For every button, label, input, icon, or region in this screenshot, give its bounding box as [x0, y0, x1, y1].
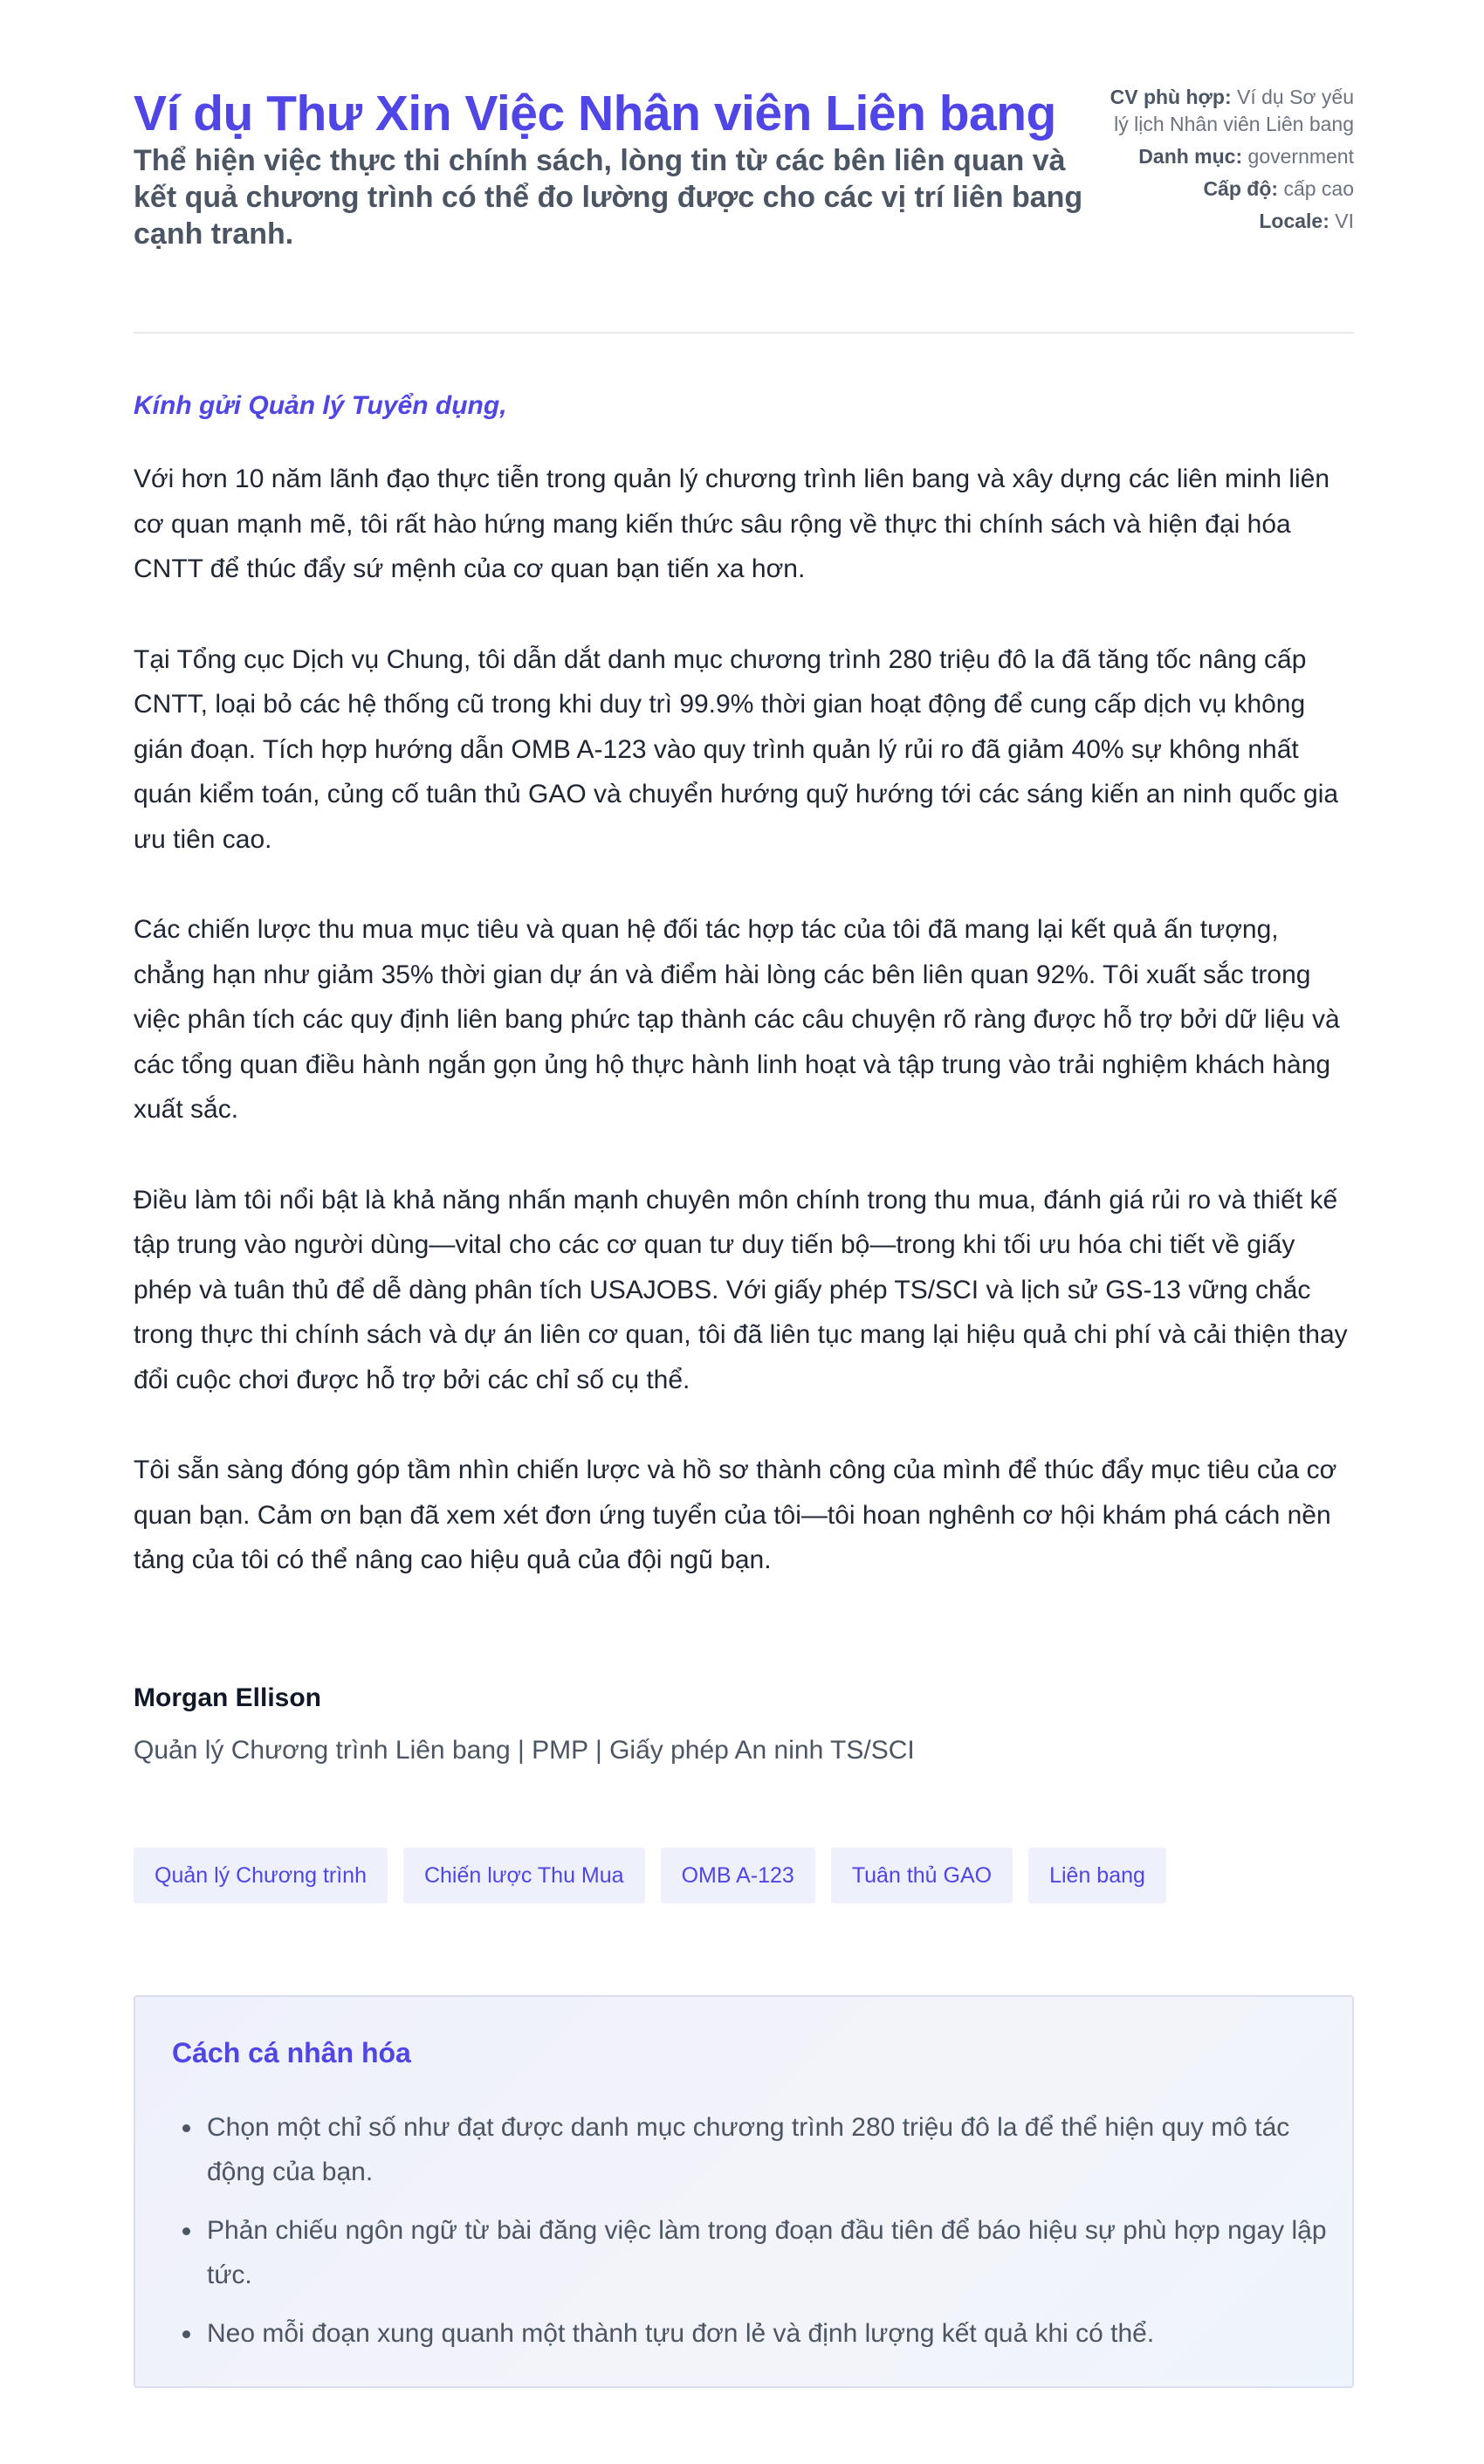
letter-paragraph: Điều làm tôi nổi bật là khả năng nhấn mạnh chuyên môn chính trong thu mua, đánh giá rủi ro và thiết kế tập trung vào người dùng—vital cho các cơ quan tư duy tiến bộ—trong khi tối ưu hóa chi tiết về giấy phép và tuân thủ để dễ dàng phân tích USAJOBS. Với giấy phép TS/SCI và lịch sử GS-13 vững chắc trong thực thi chính sách và dự án liên cơ quan, tôi đã liên tục mang lại hiệu quả chi phí và cải thiện thay đổi cuộc chơi được hỗ trợ bởi các chỉ số cụ thể. [134, 1185, 1348, 1394]
tag: Liên bang [1028, 1848, 1166, 1903]
tip-item: • Phản chiếu ngôn ngữ từ bài đăng việc làm trong đoạn đầu tiên để báo hiệu sự phù hợp ngay lập tức. [203, 2208, 1338, 2297]
tag: Quản lý Chương trình [134, 1848, 388, 1903]
signature-title: Quản lý Chương trình Liên bang | PMP | Giấy phép An ninh TS/SCI [134, 1736, 915, 1765]
signature-name: Morgan Ellison [134, 1683, 322, 1712]
meta-locale [1101, 208, 1354, 235]
tag: Tuân thủ GAO [831, 1848, 1013, 1903]
tag-list [134, 1848, 1166, 1903]
tips-list [172, 2105, 1338, 2370]
tip-item: • Neo mỗi đoạn xung quanh một thành tựu đơn lẻ và định lượng kết quả khi có thể. [203, 2311, 1338, 2356]
meta-cv [1101, 84, 1354, 138]
page-title: Ví dụ Thư Xin Việc Nhân viên Liên bang [134, 86, 1056, 141]
meta-cv-value: Ví dụ Sơ yếu lý lịch Nhân viên Liên bang [1114, 86, 1354, 135]
meta-panel [1101, 84, 1354, 240]
meta-level-value: cấp cao [1283, 177, 1354, 200]
tips-title: Cách cá nhân hóa [172, 2037, 411, 2068]
meta-cv-label: CV phù hợp: [1110, 86, 1232, 108]
letter-body [134, 457, 1354, 1628]
cover-letter-page [134, 0, 1354, 2348]
meta-locale-value: VI [1335, 210, 1354, 232]
letter-paragraph: Với hơn 10 năm lãnh đạo thực tiễn trong quản lý chương trình liên bang và xây dựng các liên minh liên cơ quan mạnh mẽ, tôi rất hào hứng mang kiến thức sâu rộng về thực thi chính sách và hiện đại hóa CNTT để thúc đẩy sứ mệnh của cơ quan bạn tiến xa hơn. [134, 465, 1330, 583]
meta-locale-label: Locale: [1259, 210, 1329, 232]
letter-paragraph: Các chiến lược thu mua mục tiêu và quan hệ đối tác hợp tác của tôi đã mang lại kết quả ấn tượng, chẳng hạn như giảm 35% thời gian dự án và điểm hài lòng các bên liên quan 92%. Tôi xuất sắc trong việc phân tích các quy định liên bang phức tạp thành các câu chuyện rõ ràng được hỗ trợ bởi dữ liệu và các tổng quan điều hành ngắn gọn ủng hộ thực hành linh hoạt và tập trung vào trải nghiệm khách hàng xuất sắc. [134, 915, 1340, 1124]
header [134, 0, 1354, 334]
tag: Chiến lược Thu Mua [403, 1848, 645, 1903]
meta-level-label: Cấp độ: [1203, 177, 1279, 200]
meta-category-label: Danh mục: [1138, 145, 1243, 168]
tip-item: • Chọn một chỉ số như đạt được danh mục chương trình 280 triệu đô la để thể hiện quy mô tác động của bạn. [203, 2105, 1338, 2194]
salutation: Kính gửi Quản lý Tuyển dụng, [134, 391, 507, 420]
letter-paragraph: Tôi sẵn sàng đóng góp tầm nhìn chiến lược và hồ sơ thành công của mình để thúc đẩy mục tiêu của cơ quan bạn. Cảm ơn bạn đã xem xét đơn ứng tuyển của tôi—tôi hoan nghênh cơ hội khám phá cách nền tảng của tôi có thể nâng cao hiệu quả của đội ngũ bạn. [134, 1456, 1337, 1574]
meta-category-value: government [1247, 145, 1354, 168]
meta-level [1101, 176, 1354, 203]
meta-category [1101, 143, 1354, 170]
page-subtitle: Thể hiện việc thực thi chính sách, lòng tin từ các bên liên quan và kết quả chương trình có thể đo lường được cho các vị trí liên bang cạnh tranh. [134, 144, 1083, 251]
letter-paragraph: Tại Tổng cục Dịch vụ Chung, tôi dẫn dắt danh mục chương trình 280 triệu đô la đã tăng tốc nâng cấp CNTT, loại bỏ các hệ thống cũ trong khi duy trì 99.9% thời gian hoạt động để cung cấp dịch vụ không gián đoạn. Tích hợp hướng dẫn OMB A-123 vào quy trình quản lý rủi ro đã giảm 40% sự không nhất quán kiểm toán, củng cố tuân thủ GAO và chuyển hướng quỹ hướng tới các sáng kiến an ninh quốc gia ưu tiên cao. [134, 644, 1339, 854]
personalization-tips [134, 1995, 1354, 2388]
tag: OMB A-123 [661, 1848, 815, 1903]
